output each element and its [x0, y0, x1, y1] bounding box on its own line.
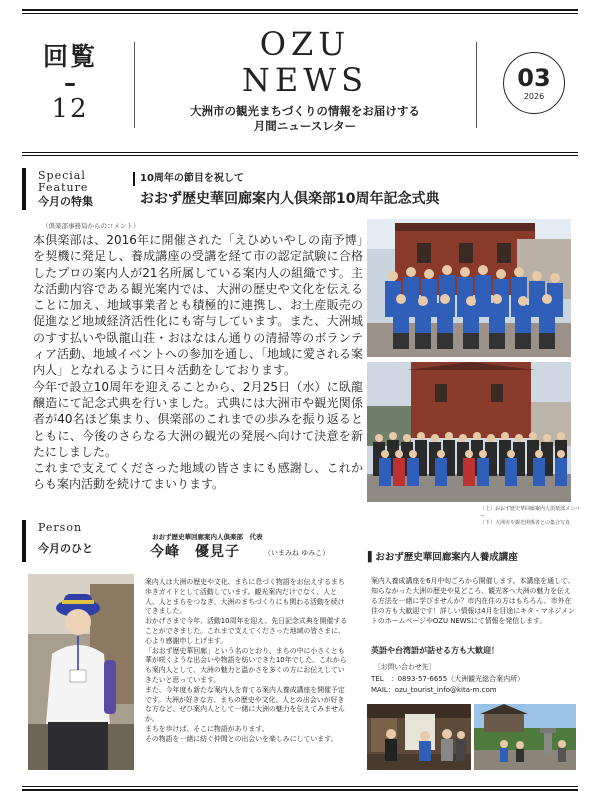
header-divider-right — [476, 42, 477, 128]
feature-title: おおず歴史華回廊案内人倶楽部10周年記念式典 — [140, 191, 440, 207]
issue-number: 12 — [51, 94, 89, 124]
person-organization: おおず歴史華回廊案内人倶楽部 代表 — [152, 533, 263, 541]
header-rule-thin — [22, 155, 578, 156]
masthead — [140, 26, 470, 134]
person-paragraph: その物語を一緒に紡ぐ仲間との出会いを楽しみにしています。 — [145, 734, 338, 743]
course-body: 案内人養成講座を6月中旬ごろから開催します。本講座を通して、知らなかった大洲の歴史や見どころ、観光客へ大洲の魅力を伝える方法を一緒に学びませんか？市内在住の方はもちろん、市外在住の方も大歓迎です！詳しい情報は4月を目途にキタ・マネジメントのホームページやOZU NEWSにて情報を発信します。 — [371, 577, 575, 625]
month-number: 03 — [517, 64, 551, 92]
course-subtitle: 英語や台湾語が話せる方も大歓迎！ — [371, 646, 499, 655]
feature-paragraph: 今年で設立10周年を迎えることから、2月25日（水）に臥龍醸造にて記念式典を行いました。式典には大洲市や観光関係者が40名ほど集まり、倶楽部のこれまでの歩みを振り返るとともに、今後のさらなる大洲の観光の発展へ向けて決意を新たにしました。 — [33, 379, 363, 459]
feature-section-en-1: Special — [38, 169, 86, 182]
person-name: 今峰 優見子 — [150, 544, 240, 560]
course-photo-garden — [474, 704, 576, 770]
issue-label: 回覧 — [42, 42, 97, 71]
person-name-kana: （いまみね ゆみこ） — [264, 549, 330, 557]
feature-photo-members — [367, 219, 571, 357]
masthead-news: NEWS — [241, 61, 369, 99]
header-divider-left — [134, 42, 135, 128]
person-body — [145, 578, 348, 745]
feature-body — [33, 232, 363, 493]
contact-heading: ［お問い合わせ先］ — [374, 663, 436, 671]
feature-credit: （倶楽部事務局からのコメント） — [42, 222, 140, 230]
course-photo-garden-image — [474, 704, 576, 770]
person-paragraph: 案内人は大洲の歴史や文化、まちに息づく物語をお伝えするまち歩きガイドとして活動しています。観光案内だけでなく、人と人、人とまちをつなぎ、大洲のまちづくりにも関わる活動を続けてきました。 — [145, 578, 345, 616]
person-portrait-image — [28, 574, 134, 770]
person-section-bar — [22, 520, 26, 562]
masthead-ozu: OZU — [259, 25, 351, 63]
person-section-en: Person — [38, 521, 83, 534]
issue-dash: – — [64, 69, 76, 97]
course-photo-interior — [367, 704, 471, 770]
feature-kicker-bar — [133, 172, 135, 186]
photo-members-image — [367, 219, 571, 357]
course-photo-interior-image — [367, 704, 471, 770]
top-rule — [22, 9, 578, 11]
issue-box — [30, 42, 110, 124]
person-section-jp: 今月のひと — [38, 542, 93, 555]
contact-tel: TEL ：0893-57-6655（大洲観光総合案内所） — [371, 675, 525, 683]
photo-caption — [480, 506, 580, 527]
person-paragraph: また、今年度も新たな案内人を育てる案内人養成講座を開催予定です。大洲が好きな方、まちの歴史や文化、人との出会いが好きな方など、ぜひ案内人として一緒に大洲の魅力を伝えてみませんか。 — [145, 685, 345, 724]
bottom-rule-thin — [22, 786, 578, 787]
person-paragraph: おかげさまで今年、活動10周年を迎え、先日記念式典を開催することができました。これまで支えてくださった地域の皆さまに、心より感謝申し上げます。 — [145, 617, 348, 645]
feature-section-en-2: Feature — [38, 181, 89, 194]
tagline-sub: 月間ニュースレター — [253, 119, 357, 133]
feature-paragraph: 本倶楽部は、2016年に開催された「えひめいやしの南予博」を契機に発足し、養成講座の受講を経て市の認定試験に合格したプロの案内人が21名所属している案内人の組織です。主な活動内容である観光案内では、大洲の歴史や文化を伝えることに加え、地域事業者とも積極的に連携し、お土産販売の促進など地域経済活性化にも寄与しています。また、大洲城のすす払いや臥龍山荘・おはなはん通りの清掃等のボランティア活動、地域イベントへの参加を通し、「地域に愛される案内人」となれるように日々活動をしております。 — [33, 233, 364, 378]
feature-section-bar — [22, 168, 26, 210]
top-rule-thin — [22, 13, 578, 14]
feature-kicker: 10周年の節目を祝して — [140, 173, 244, 184]
bottom-rule — [22, 789, 578, 791]
feature-section-jp: 今月の特集 — [38, 195, 93, 208]
contact-mail: MAIL：ozu_tourist_info@kita-m.com — [371, 686, 497, 694]
photo-group-image — [367, 362, 571, 502]
feature-photo-group — [367, 362, 571, 502]
course-title: ▌おおず歴史華回廊案内人養成講座 — [368, 552, 518, 563]
photo-caption-bottom: （下）大洲市や観光関係者との集合写真 — [480, 520, 571, 526]
month-year: 2026 — [523, 92, 545, 101]
person-paragraph: 「おおず歴史華回廊」という名のとおり、まちの中に小さくとも華が咲くような出会いや物語を紡いできた10年でした。これからも案内人として、大洲の魅力と温かさを多くの方にお伝えしていきたいと思っています。 — [145, 646, 347, 684]
feature-paragraph: これまで支えてくださった地域の皆さまにも感謝し、これからも案内活動を続けてまいります。 — [33, 461, 363, 492]
person-photo — [28, 574, 134, 770]
tagline: 大洲市の観光まちづくりの情報をお届けする — [190, 104, 420, 118]
photo-caption-top: （上）おおず歴史華回廊案内人倶楽部メンバー — [480, 506, 580, 519]
person-paragraph: まちを歩けば、そこに物語があります。 — [145, 724, 269, 733]
month-badge — [503, 52, 565, 114]
header-rule — [22, 152, 578, 153]
